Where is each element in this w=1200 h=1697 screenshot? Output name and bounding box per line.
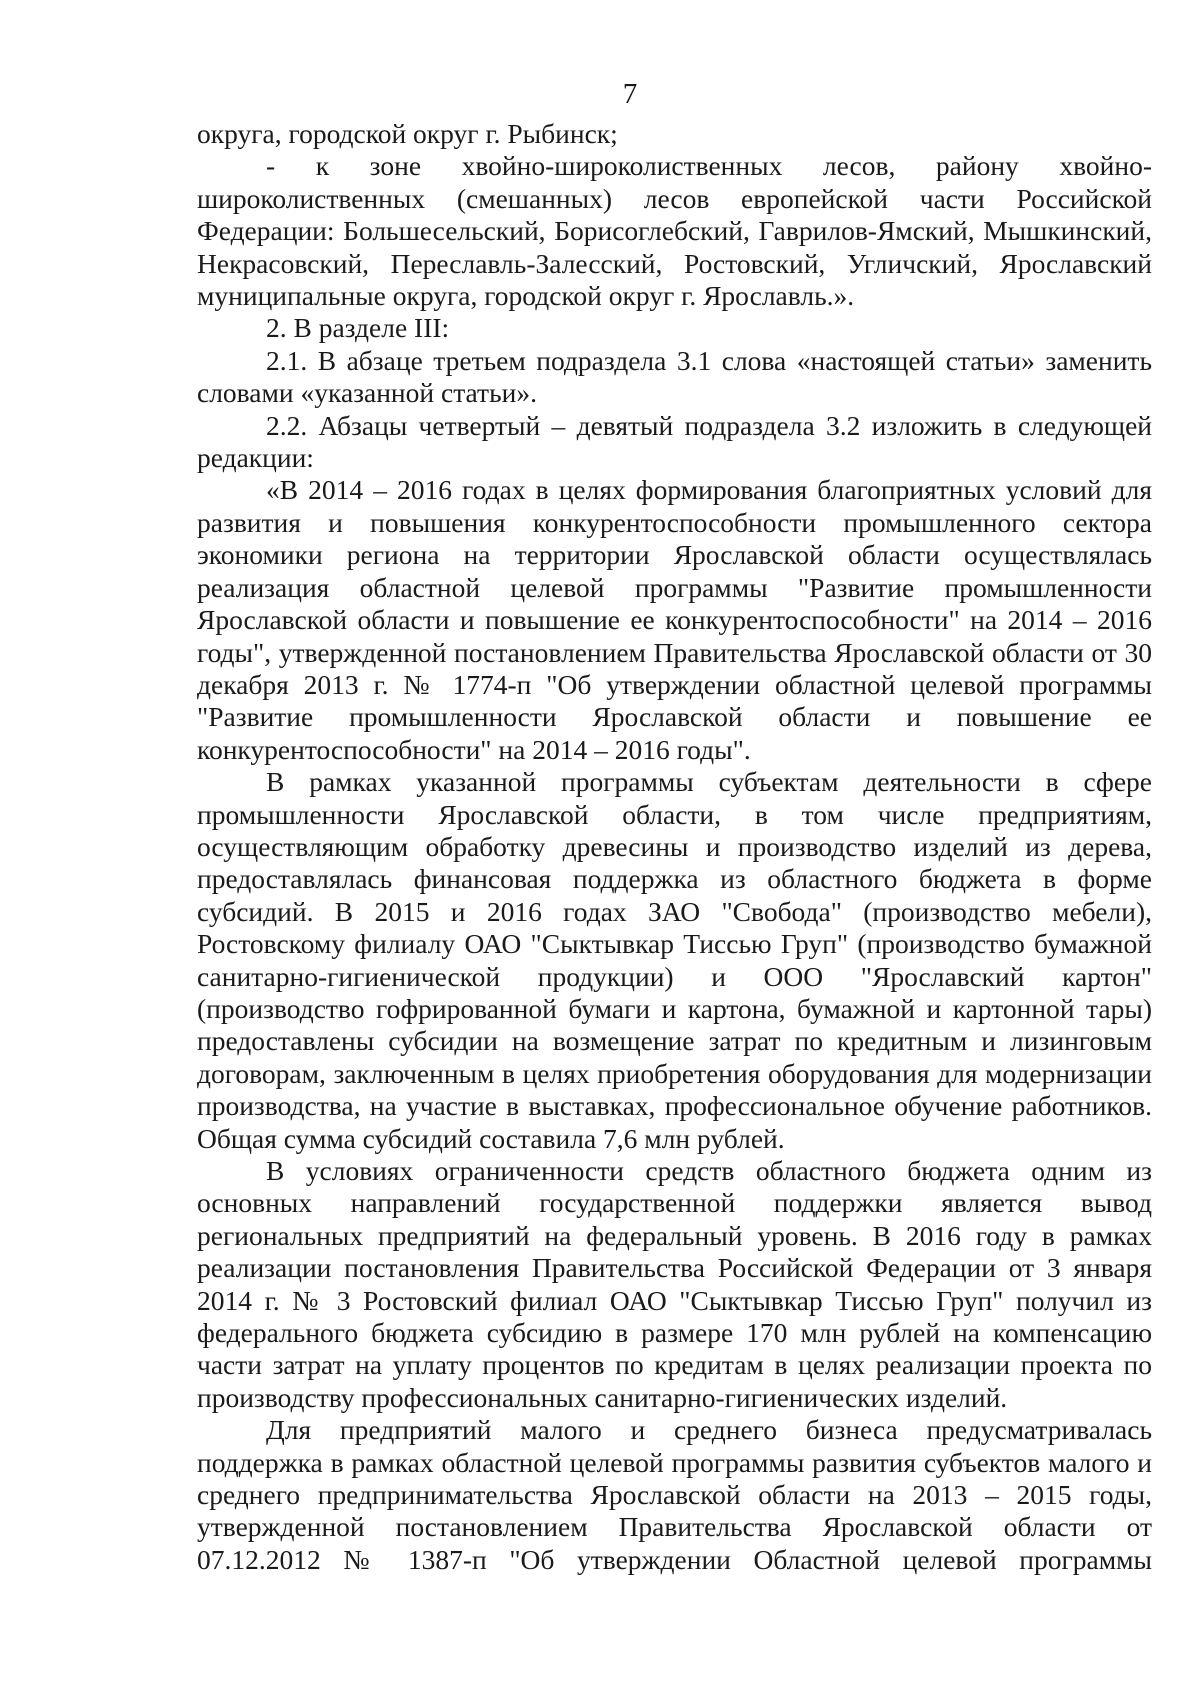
paragraph-section-heading: 2. В разделе III: [266,312,450,344]
paragraph-clause: 2.1. В абзаце третьем подраздела 3.1 слова «настоящей статьи» заменить словами «указанной статьи». [197,344,1152,409]
document-body [197,118,1152,1576]
paragraph-body: В рамках указанной программы субъектам деятельности в сфере промышленности Ярославской области, в том числе предприятиям, осуществляющим обработку древесины и производство изделий из дерева, предоставлялась финансовая поддержка из областного бюджета в форме субсидий. В 2015 и 2016 годах ЗАО "Свобода" (производство мебели), Ростовскому филиалу ОАО "Сыктывкар Тиссью Груп" (производство бумажной санитарно-гигиенической продукции) и ООО "Ярославский картон" (производство гофрированной бумаги и картона, бумажной и картонной тары) предоставлены субсидии на возмещение затрат по кредитным и лизинговым договорам, заключенным в целях приобретения оборудования для модернизации производства, на участие в выставках, профессиональное обучение работников. Общая сумма субсидий составила 7,6 млн рублей. [197,766,1152,1154]
page-number: 7 [622,78,638,110]
paragraph-body: В условиях ограниченности средств областного бюджета одним из основных направлений государственной поддержки является вывод региональных предприятий на федеральный уровень. В 2016 году в рамках реализации постановления Правительства Российской Федерации от 3 января 2014 г. № 3 Ростовский филиал ОАО "Сыктывкар Тиссью Груп" получил из федерального бюджета субсидию в размере 170 млн рублей на компенсацию части затрат на уплату процентов по кредитам в целях реализации проекта по производству профессиональных санитарно-гигиенических изделий. [197,1155,1152,1413]
paragraph-body-continued: Для предприятий малого и среднего бизнеса предусматривалась поддержка в рамках областной целевой программы развития субъектов малого и среднего предпринимательства Ярославской области на 2013 – 2015 годы, утвержденной постановлением Правительства Ярославской области от 07.12.2012 № 1387-п "Об утверждении Областной целевой программы [197,1414,1152,1575]
paragraph-body: «В 2014 – 2016 годах в целях формирования благоприятных условий для развития и повышения конкурентоспособности промышленного сектора экономики региона на территории Ярославской области осуществлялась реализация областной целевой программы "Развитие промышленности Ярославской области и повышение ее конкурентоспособности" на 2014 – 2016 годы", утвержденной постановлением Правительства Ярославской области от 30 декабря 2013 г. № 1774-п "Об утверждении областной целевой программы "Развитие промышленности Ярославской области и повышение ее конкурентоспособности" на 2014 – 2016 годы". [197,474,1152,765]
paragraph-list-item: - к зоне хвойно-широколиственных лесов, району хвойно-широколиственных (смешанных) лесов европейской части Российской Федерации: Большесельский, Борисоглебский, Гаврилов-Ямский, Мышкинский, Некрасовский, Переславль-Залесский, Ростовский, Угличский, Ярославский муниципальные округа, городской округ г. Ярославль.». [197,150,1152,312]
paragraph-clause: 2.2. Абзацы четвертый – девятый подраздела 3.2 изложить в следующей редакции: [197,409,1152,474]
paragraph-continuation: округа, городской округ г. Рыбинск; [197,118,618,149]
